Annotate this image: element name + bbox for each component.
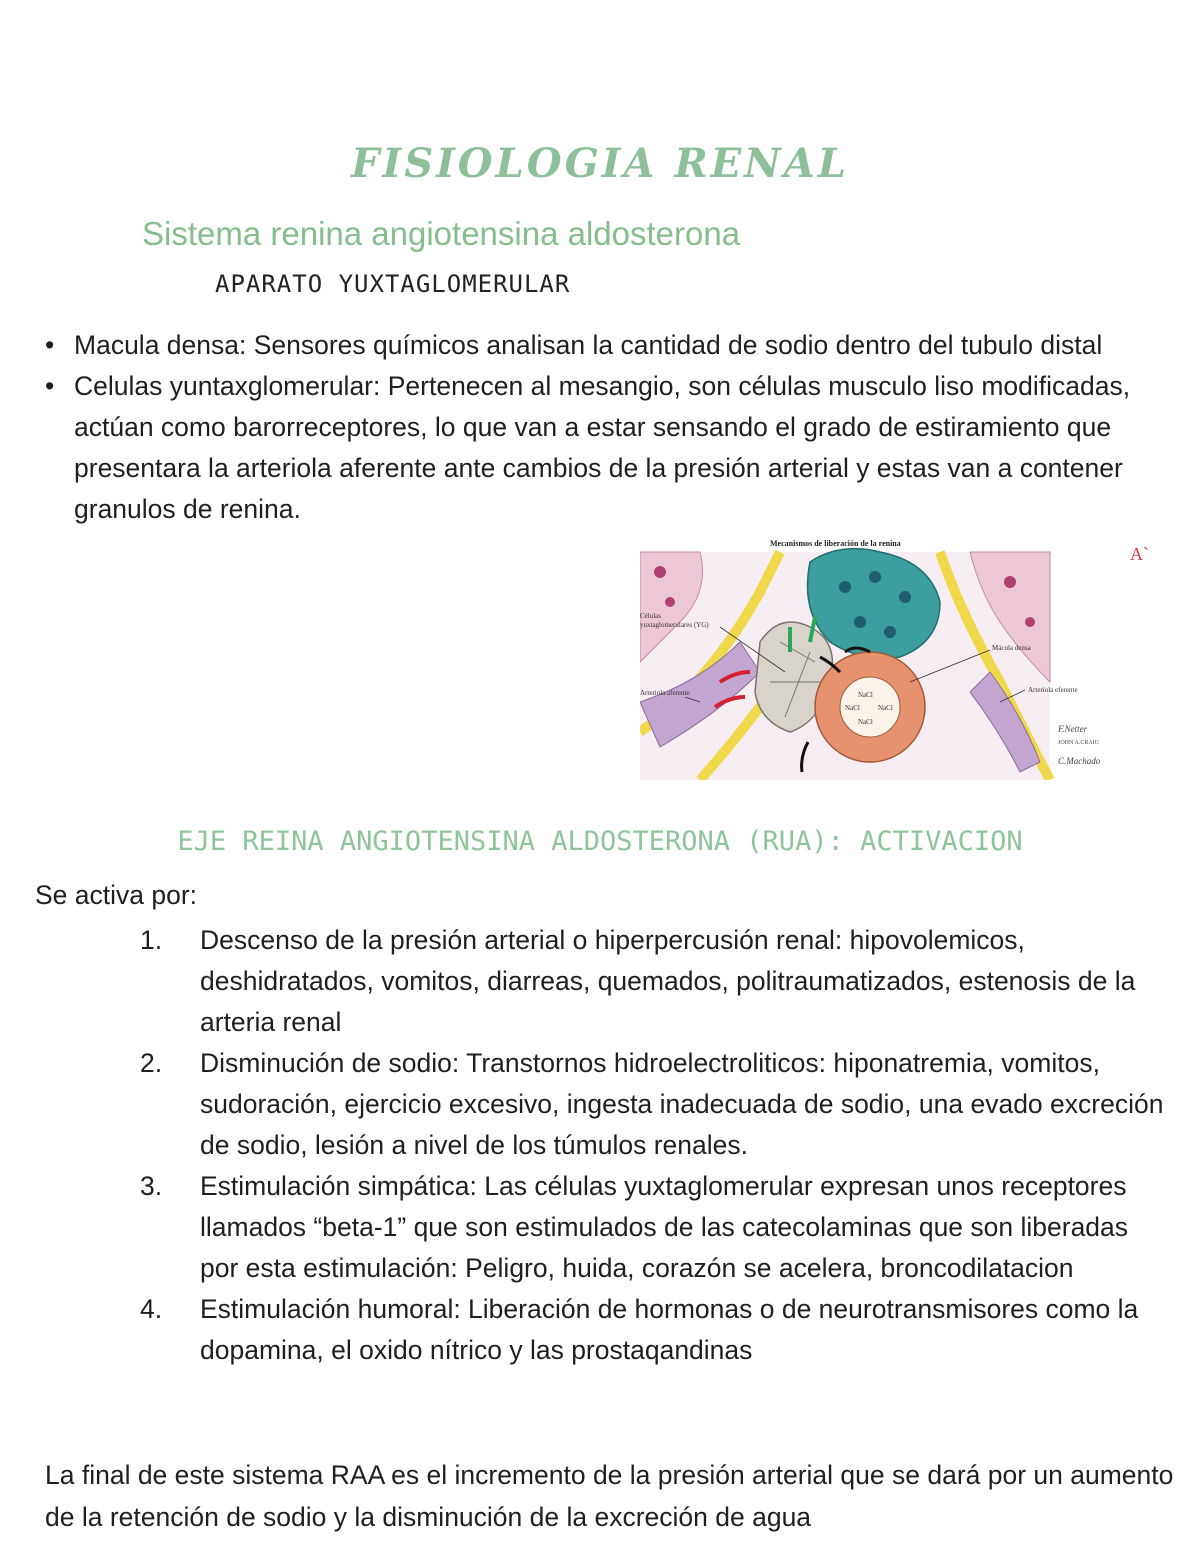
label-efferent: Arteriola eferente bbox=[1028, 686, 1078, 694]
bullet-marker: • bbox=[45, 371, 55, 401]
item-number: 2. bbox=[140, 1048, 163, 1078]
activation-list bbox=[140, 920, 1170, 1371]
item-number: 4. bbox=[140, 1294, 163, 1324]
nacl-label: NaCl bbox=[878, 704, 893, 712]
list-item bbox=[140, 1043, 1170, 1166]
signature-line3: C.Machado bbox=[1058, 756, 1101, 766]
list-item bbox=[140, 920, 1170, 1043]
item-number: 3. bbox=[140, 1171, 163, 1201]
renin-release-illustration bbox=[640, 532, 1160, 780]
label-macula-densa: Mácula densa bbox=[992, 644, 1031, 652]
label-afferent: Arteriola aferente bbox=[640, 689, 690, 697]
signature-line1: F.Netter bbox=[1058, 724, 1088, 734]
item-text: Descenso de la presión arterial o hiperpercusión renal: hipovolemicos, deshidratados, vomitos, diarreas, quemados, politraumatizados, estenosis de la arteria renal bbox=[200, 925, 1136, 1037]
closing-paragraph: La final de este sistema RAA es el incremento de la presión arterial que se dará por un aumento de la retención de sodio y la disminución de la excreción de agua bbox=[45, 1460, 1174, 1532]
item-number: 1. bbox=[140, 925, 163, 955]
section-heading: APARATO YUXTAGLOMERULAR bbox=[215, 270, 571, 298]
item-text: Estimulación humoral: Liberación de hormonas o de neurotransmisores como la dopamina, el oxido nítrico y las prostaqandinas bbox=[200, 1294, 1139, 1365]
bullet-text: Celulas yuntaxglomerular: Pertenecen al mesangio, son células musculo liso modificadas, actúan como barorreceptores, lo que van a estar sensando el grado de estiramiento que presentara la arteriola aferente ante cambios de la presión arterial y estas van a contener granulos de renina. bbox=[74, 371, 1131, 524]
list-item bbox=[140, 1289, 1170, 1371]
label-yg-line1: Células bbox=[640, 612, 661, 620]
label-yg-line2: yuxtaglomerulares (YG) bbox=[640, 621, 709, 629]
bullet-item bbox=[42, 325, 1172, 366]
bullet-list bbox=[42, 325, 1172, 530]
subtitle: Sistema renina angiotensina aldosterona bbox=[142, 215, 741, 252]
corner-mark: A` bbox=[1130, 544, 1149, 564]
signature-line2: JOHN A.CRAIG bbox=[1058, 740, 1100, 746]
figure-title: Mecanismos de liberación de la renina bbox=[770, 539, 901, 548]
nacl-label: NaCl bbox=[858, 691, 873, 699]
intro-text: Se activa por: bbox=[35, 880, 198, 910]
page-title: FISIOLOGIA RENAL bbox=[351, 140, 849, 187]
bullet-text: Macula densa: Sensores químicos analisan la cantidad de sodio dentro del tubulo distal bbox=[74, 330, 1103, 360]
section-heading-raa: EJE REINA ANGIOTENSINA ALDOSTERONA (RUA): ACTIVACION bbox=[177, 826, 1023, 857]
nacl-label: NaCl bbox=[845, 704, 860, 712]
bullet-marker: • bbox=[45, 330, 55, 360]
list-item bbox=[140, 1166, 1170, 1289]
item-text: Estimulación simpática: Las células yuxtaglomerular expresan unos receptores llamados “beta-1” que son estimulados de las catecolaminas que son liberadas por esta estimulación: Peligro, huida, corazón se acelera, broncodilatacion bbox=[200, 1171, 1129, 1283]
nacl-label: NaCl bbox=[858, 718, 873, 726]
bullet-item bbox=[42, 366, 1172, 530]
item-text: Disminución de sodio: Transtornos hidroelectroliticos: hiponatremia, vomitos, sudoración, ejercicio excesivo, ingesta inadecuada de sodio, una evado excreción de sodio, lesión a nivel de los túmulos renales. bbox=[200, 1048, 1164, 1160]
